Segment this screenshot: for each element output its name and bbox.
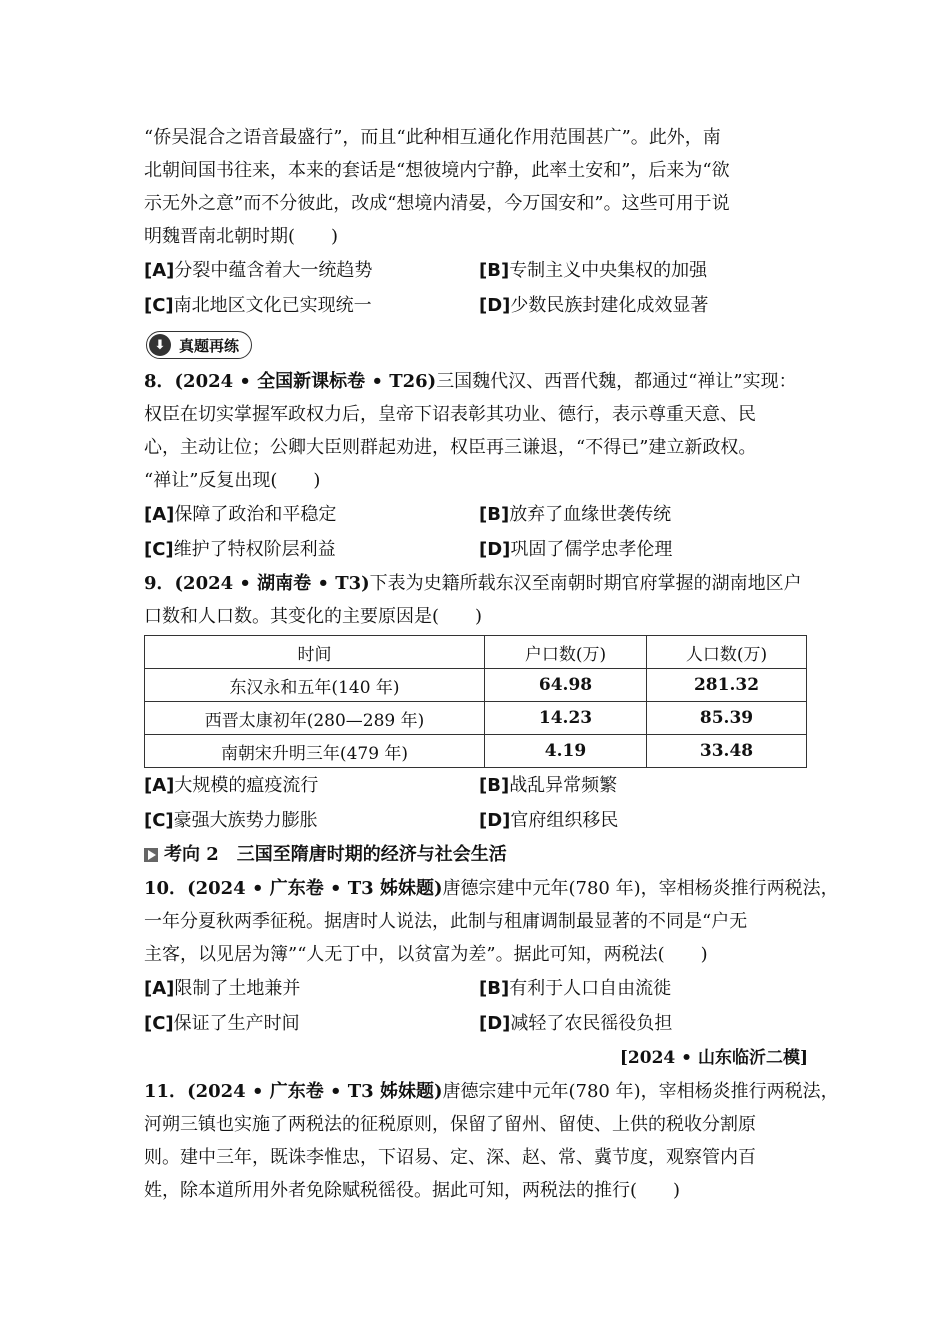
table-row [145, 669, 807, 702]
question-8-stem [144, 365, 820, 497]
text-line [144, 365, 820, 398]
option-text: 官府组织移民 [510, 810, 619, 831]
option-text: 专制主义中央集权的加强 [509, 260, 708, 281]
practice-badge [146, 331, 252, 359]
option-c[interactable] [144, 288, 479, 323]
question-source: (2024 • 广东卷 • T3 姊妹题) [187, 878, 443, 899]
question-text: 唐德宗建中元年(780 年)，宰相杨炎推行两税法， [442, 878, 839, 899]
option-label: [C] [144, 295, 174, 316]
question-number: 8． [144, 371, 175, 392]
text-line: 则。建中三年，既诛李惟忠，下诏易、定、深、赵、常、冀节度，观察管内百 [144, 1147, 756, 1168]
table-row [145, 735, 807, 768]
text-line: “禅让”反复出现( ) [144, 470, 321, 491]
option-b[interactable] [479, 768, 814, 803]
option-d[interactable] [479, 532, 814, 567]
text-line: 心，主动让位；公卿大臣则群起劝进，权臣再三谦退，“不得已”建立新政权。 [144, 437, 757, 458]
question-7-stem [144, 121, 820, 253]
option-label: [B] [479, 775, 510, 796]
table-cell: 64.98 [485, 669, 647, 702]
option-c[interactable] [144, 532, 479, 567]
option-c[interactable] [144, 1006, 479, 1041]
text-line: “侨吴混合之语音最盛行”，而且“此种相互通化作用范围甚广”。此外，南 [144, 127, 721, 148]
question-11-stem [144, 1075, 839, 1207]
option-label: [C] [144, 1013, 174, 1034]
option-label: [D] [479, 295, 511, 316]
option-text: 减轻了农民徭役负担 [510, 1013, 673, 1034]
option-text: 分裂中蕴含着大一统趋势 [174, 260, 373, 281]
option-label: [B] [479, 504, 510, 525]
option-label: [B] [479, 260, 510, 281]
table-cell: 14.23 [485, 702, 647, 735]
question-10-options-row [144, 971, 820, 1006]
question-source: (2024 • 湖南卷 • T3) [174, 573, 370, 594]
option-label: [B] [479, 978, 510, 999]
option-d[interactable] [479, 288, 814, 323]
option-text: 保证了生产时间 [173, 1013, 300, 1034]
text-line: 河朔三镇也实施了两税法的征税原则，保留了留州、留使、上供的税收分割原 [144, 1114, 756, 1135]
question-text: 三国魏代汉、西晋代魏，都通过“禅让”实现： [436, 371, 797, 392]
option-text: 有利于人口自由流徙 [509, 978, 672, 999]
option-label: [D] [479, 810, 511, 831]
option-d[interactable] [479, 1006, 814, 1041]
option-label: [D] [479, 1013, 511, 1034]
play-triangle-icon [144, 848, 158, 862]
question-source: (2024 • 全国新课标卷 • T26) [174, 371, 437, 392]
option-text: 少数民族封建化成效显著 [510, 295, 709, 316]
text-line: 示无外之意”而不分彼此，改成“想境内清晏，今万国安和”。这些可用于说 [144, 193, 730, 214]
text-line: 主客，以见居为簿”“人无丁中，以贫富为差”。据此可知，两税法( ) [144, 944, 708, 965]
table-cell: 南朝宋升明三年(479 年) [145, 735, 485, 768]
question-number: 10． [144, 878, 188, 899]
option-b[interactable] [479, 253, 814, 288]
question-text: 下表为史籍所载东汉至南朝时期官府掌握的湖南地区户 [369, 573, 802, 594]
option-text: 巩固了儒学忠孝伦理 [510, 539, 673, 560]
badge-label: 真题再练 [179, 336, 240, 355]
question-text: 唐德宗建中元年(780 年)，宰相杨炎推行两税法， [442, 1081, 839, 1102]
option-label: [A] [144, 260, 175, 281]
question-10-options-row [144, 1006, 820, 1041]
table-cell: 85.39 [647, 702, 807, 735]
question-9-stem [144, 567, 820, 633]
option-label: [A] [144, 978, 175, 999]
option-c[interactable] [144, 803, 479, 838]
question-8-options-row [144, 497, 820, 532]
question-source: (2024 • 广东卷 • T3 姊妹题) [187, 1081, 443, 1102]
question-7-options-row [144, 288, 820, 323]
text-line: 权臣在切实掌握军政权力后，皇帝下诏表彰其功业、德行，表示尊重天意、民 [144, 404, 756, 425]
text-line [144, 1075, 839, 1108]
document-page [144, 121, 839, 1207]
option-label: [A] [144, 775, 175, 796]
question-number: 9． [144, 573, 175, 594]
table-cell: 33.48 [647, 735, 807, 768]
option-text: 限制了土地兼并 [174, 978, 301, 999]
table-row [145, 702, 807, 735]
table-header: 户口数(万) [485, 636, 647, 669]
option-text: 豪强大族势力膨胀 [173, 810, 318, 831]
download-arrow-icon: ⬇ [149, 334, 171, 356]
section-heading [144, 838, 820, 872]
option-label: [C] [144, 810, 174, 831]
option-text: 大规模的瘟疫流行 [174, 775, 319, 796]
text-line: 北朝间国书往来，本来的套话是“想彼境内宁静，此率土安和”，后来为“欲 [144, 160, 730, 181]
question-10-stem [144, 872, 839, 971]
text-line: 姓，除本道所用外者免除赋税徭役。据此可知，两税法的推行( ) [144, 1180, 681, 1201]
table-cell: 281.32 [647, 669, 807, 702]
table-cell: 东汉永和五年(140 年) [145, 669, 485, 702]
text-line: 一年分夏秋两季征税。据唐时人说法，此制与租庸调制最显著的不同是“户无 [144, 911, 748, 932]
text-line [144, 567, 820, 600]
question-7-options-row [144, 253, 820, 288]
text-line: 明魏晋南北朝时期( ) [144, 226, 339, 247]
option-text: 战乱异常频繁 [509, 775, 618, 796]
table-header: 人口数(万) [647, 636, 807, 669]
option-a[interactable] [144, 971, 479, 1006]
table-cell: 4.19 [485, 735, 647, 768]
option-a[interactable] [144, 768, 479, 803]
option-b[interactable] [479, 497, 814, 532]
option-text: 南北地区文化已实现统一 [173, 295, 372, 316]
option-a[interactable] [144, 253, 479, 288]
option-b[interactable] [479, 971, 814, 1006]
table-header-row [145, 636, 807, 669]
population-table [144, 635, 807, 768]
text-line [144, 872, 839, 905]
option-a[interactable] [144, 497, 479, 532]
table-header: 时间 [145, 636, 485, 669]
option-d[interactable] [479, 803, 814, 838]
option-label: [D] [479, 539, 511, 560]
question-number: 11． [144, 1081, 188, 1102]
option-text: 保障了政治和平稳定 [174, 504, 337, 525]
question-11-source-tag: [2024 • 山东临沂二模] [619, 1048, 808, 1068]
option-text: 放弃了血缘世袭传统 [509, 504, 672, 525]
table-cell: 西晋太康初年(280—289 年) [145, 702, 485, 735]
question-9-options-row [144, 768, 820, 803]
option-text: 维护了特权阶层利益 [173, 539, 336, 560]
option-label: [C] [144, 539, 174, 560]
question-9-options-row [144, 803, 820, 838]
question-8-options-row [144, 532, 820, 567]
section-title: 考向 2 三国至隋唐时期的经济与社会生活 [164, 844, 507, 865]
text-line: 口数和人口数。其变化的主要原因是( ) [144, 606, 483, 627]
option-label: [A] [144, 504, 175, 525]
